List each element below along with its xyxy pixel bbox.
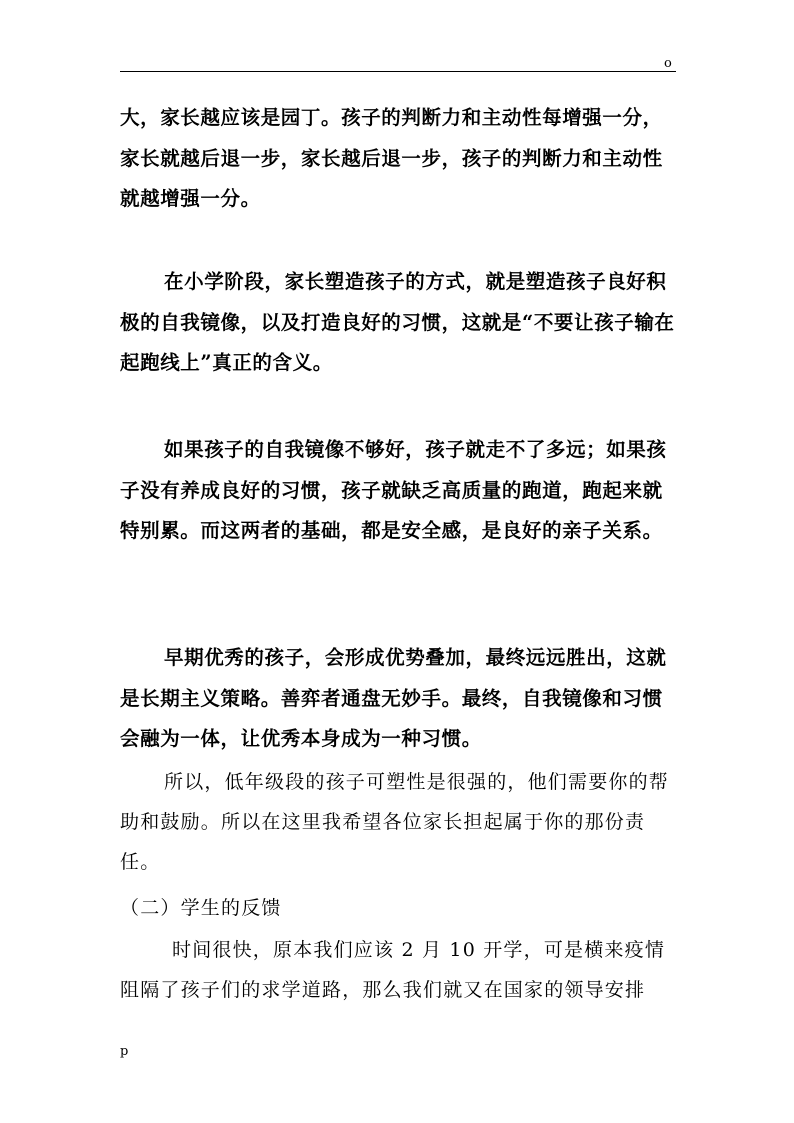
paragraph-5: 所以，低年级段的孩子可塑性是很强的，他们需要你的帮助和鼓励。所以在这里我希望各位家长担起属于你的那份责任。 (120, 771, 670, 873)
paragraph-4: 早期优秀的孩子，会形成优势叠加，最终远远胜出，这就是长期主义策略。善弈者通盘无妙手。最终，自我镜像和习惯会融为一体，让优秀本身成为一种习惯。 (120, 646, 667, 750)
header-mark: o (664, 56, 672, 71)
section-heading: （二）学生的反馈 (120, 897, 282, 919)
header-rule (120, 71, 676, 72)
paragraph-1: 大，家长越应该是园丁。孩子的判断力和主动性每增强一分，家长就越后退一步，家长越后退一步，孩子的判断力和主动性就越增强一分。 (120, 106, 663, 210)
footer-mark: p (120, 1044, 129, 1059)
paragraph-2: 在小学阶段，家长塑造孩子的方式，就是塑造孩子良好积极的自我镜像，以及打造良好的习惯，这就是“不要让孩子输在起跑线上”真正的含义。 (120, 270, 675, 374)
paragraph-3: 如果孩子的自我镜像不够好，孩子就走不了多远；如果孩子没有养成良好的习惯，孩子就缺乏高质量的跑道，跑起来就特别累。而这两者的基础，都是安全感，是良好的亲子关系。 (120, 438, 667, 542)
paragraph-6: 时间很快，原本我们应该 2 月 10 开学，可是横来疫情阻隔了孩子们的求学道路，那么我们就又在国家的领导安排 (120, 939, 666, 1001)
